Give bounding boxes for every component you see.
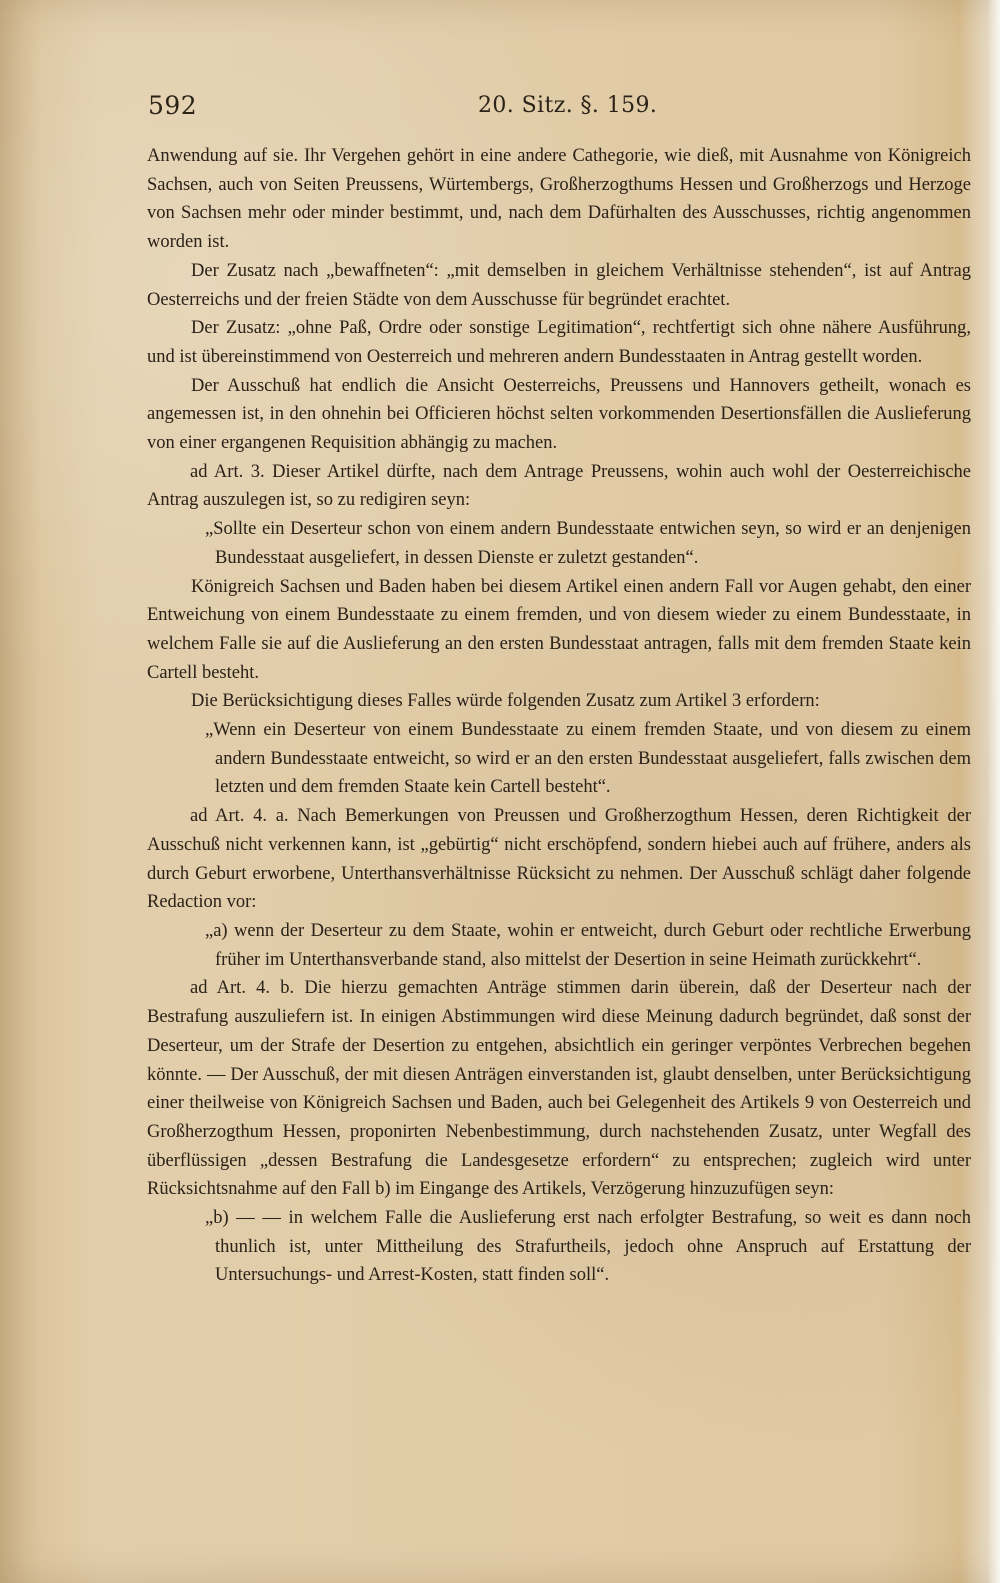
paragraph: Der Zusatz: „ohne Paß, Ordre oder sonstige Legitimation“, rechtfertigt sich ohne nähere Ausführung, und ist übereinstimmend von Oesterreich und mehreren andern Bundesstaaten in Antrag gestellt worden.	[147, 318, 971, 367]
quoted-proposal: „b) — — in welchem Falle die Auslieferung erst nach erfolgter Bestrafung, so weit es dann noch thunlich ist, unter Mittheilung des Strafurtheils, jedoch ohne Anspruch auf Erstattung der Untersuchungs- und Arrest-Kosten, statt finden soll“.	[205, 1208, 971, 1286]
quoted-proposal: „a) wenn der Deserteur zu dem Staate, wohin er entweicht, durch Geburt oder rechtliche Erwerbung früher im Unterthansverbande stand, also mittelst der Desertion in seine Heimath zurückkehrt“.	[205, 920, 971, 970]
quoted-proposal: „Sollte ein Deserteur schon von einem andern Bundesstaate entwichen seyn, so wird er an denjenigen Bundesstaat ausgeliefert, in dessen Dienste er zuletzt gestanden“.	[205, 519, 971, 568]
paragraph: ad Art. 4. b. Die hierzu gemachten Anträge stimmen darin überein, daß der Deserteur nach der Bestrafung auszuliefern ist. In einigen Abstimmungen wird diese Meinung dadurch begründet, daß sonst der Deserteur, um der Strafe der Desertion zu entgehen, absichtlich ein geringer verpöntes Verbrechen begehen könnte. — Der Ausschuß, der mit diesen Anträgen einverstanden ist, glaubt denselben, unter Berücksichtigung einer theilweise von Königreich Sachsen und Baden, auch bei Gelegenheit des Artikels 9 von Oesterreich und Großherzogthum Hessen, proponirten Nebenbestimmung, durch nachstehenden Zusatz, unter Wegfall des überflüssigen „dessen Bestrafung die Landesgesetze erfordern“ zu entsprechen; zugleich wird unter Rücksichtsnahme auf den Fall b) im Eingange des Artikels, Verzögerung hinzuzufügen seyn:	[147, 978, 971, 1200]
paragraph: Königreich Sachsen und Baden haben bei diesem Artikel einen andern Fall vor Augen gehabt, den einer Entweichung von einem Bundesstaate zu einem fremden, und von diesem wieder zu einem Bundesstaate, in welchem Falle sie auf die Auslieferung an den ersten Bundesstaat antragen, falls mit dem fremden Staate kein Cartell besteht.	[147, 576, 971, 683]
page-number: 592	[148, 91, 198, 120]
paragraph: Die Berücksichtigung dieses Falles würde folgenden Zusatz zum Artikel 3 erfordern:	[191, 691, 820, 712]
paragraph: ad Art. 3. Dieser Artikel dürfte, nach dem Antrage Preussens, wohin auch wohl der Oesterreichische Antrag auszulegen ist, so zu redigiren seyn:	[147, 461, 971, 511]
paragraph: Der Zusatz nach „bewaffneten“: „mit demselben in gleichem Verhältnisse stehenden“, ist auf Antrag Oesterreichs und der freien Städte von dem Ausschusse für begründet erachtet.	[147, 260, 971, 310]
running-head: 20. Sitz. §. 159.	[478, 93, 658, 118]
page-right-edge	[988, 0, 1000, 1583]
paragraph: ad Art. 4. a. Nach Bemerkungen von Preussen und Großherzogthum Hessen, deren Richtigkeit der Ausschuß nicht verkennen kann, ist „gebürtig“ nicht erschöpfend, sondern hiebei auch auf frühere, anders als durch Geburt erworbene, Unterthansverhältnisse Rücksicht zu nehmen. Der Ausschuß schlägt daher folgende Redaction vor:	[147, 806, 971, 913]
quoted-proposal: „Wenn ein Deserteur von einem Bundesstaate zu einem fremden Staate, und von diesem zu einem andern Bundesstaate entweicht, so wird er an den ersten Bundesstaat ausgeliefert, falls zwischen dem letzten und dem fremden Staate kein Cartell besteht“.	[205, 720, 971, 798]
paragraph: Der Ausschuß hat endlich die Ansicht Oesterreichs, Preussens und Hannovers getheilt, wonach es angemessen ist, in den ohnehin bei Officieren höchst selten vorkommenden Desertionsfällen die Auslieferung von einer ergangenen Requisition abhängig zu machen.	[147, 375, 971, 454]
body-text	[147, 142, 971, 1290]
paragraph: Anwendung auf sie. Ihr Vergehen gehört in eine andere Cathegorie, wie dieß, mit Ausnahme von Königreich Sachsen, auch von Seiten Preussens, Würtembergs, Großherzogthums Hessen und Großherzogs und Herzoge von Sachsen mehr oder minder bestimmt, und, nach dem Dafürhalten des Ausschusses, richtig angenommen worden ist.	[147, 146, 971, 253]
page-header	[148, 93, 970, 133]
